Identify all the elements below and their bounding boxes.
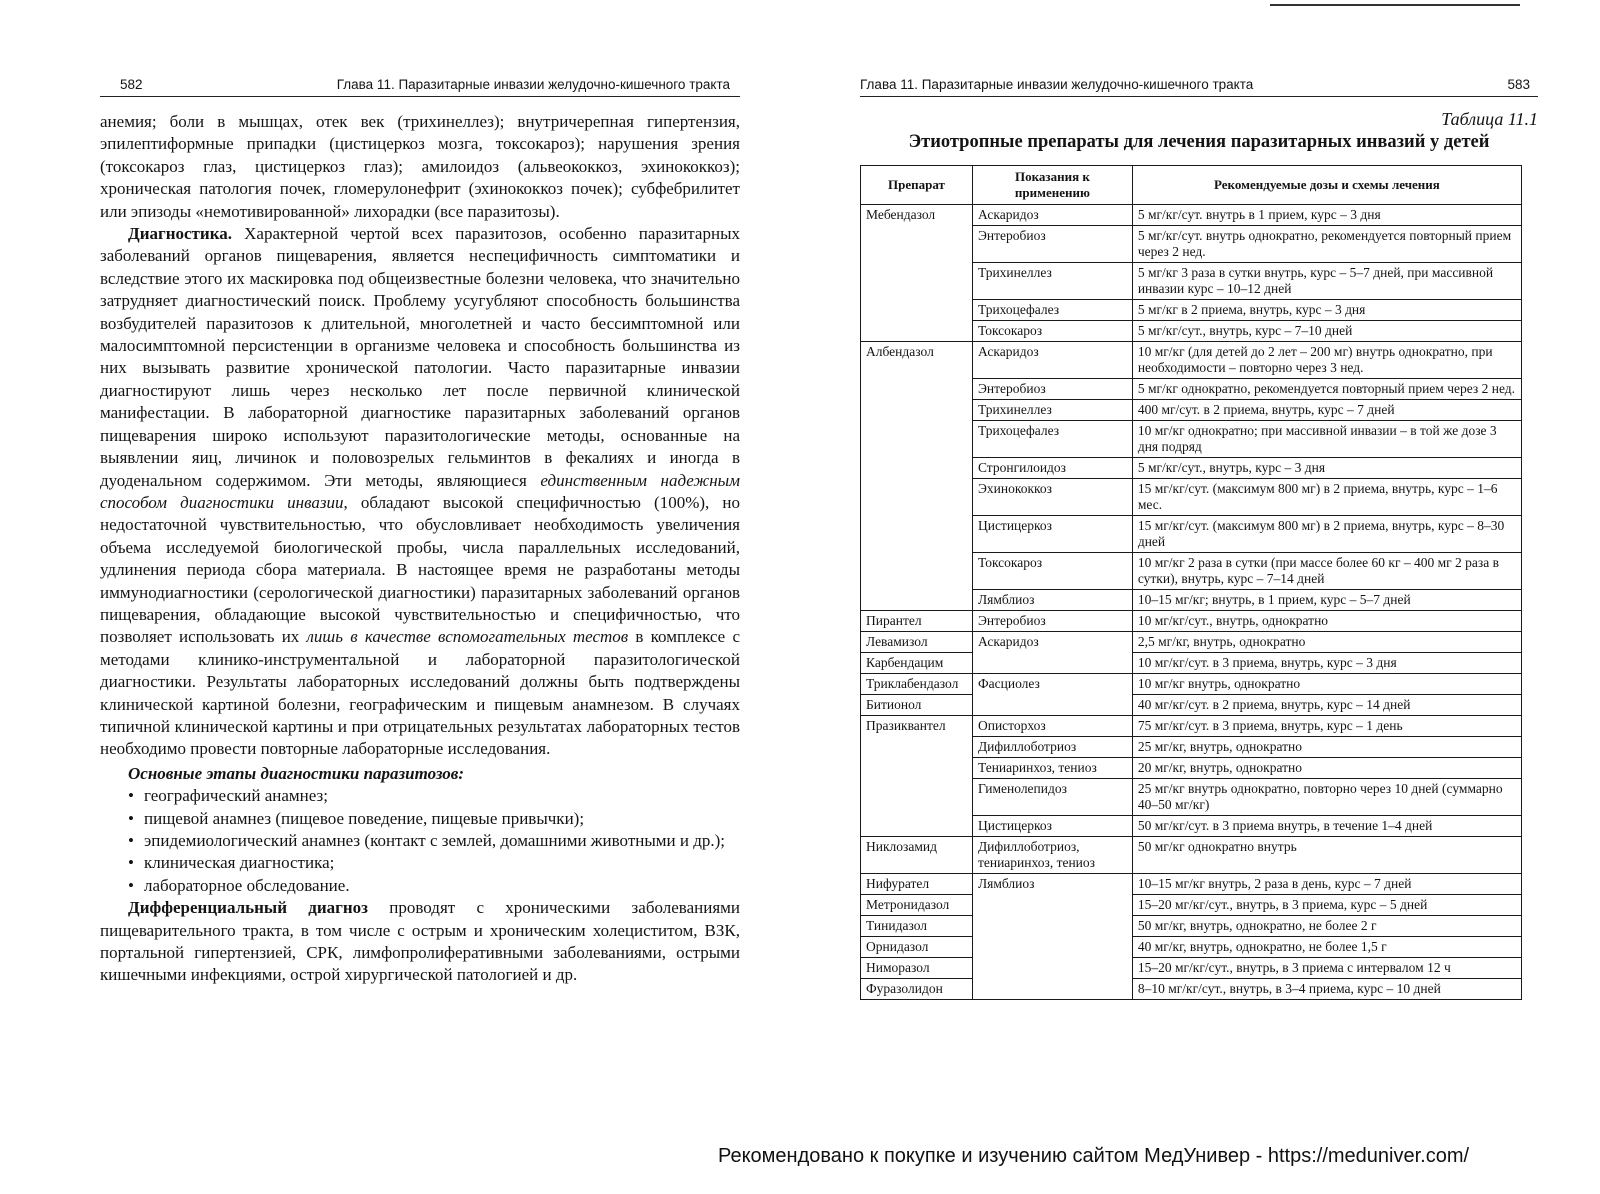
cell-dose: 5 мг/кг 3 раза в сутки внутрь, курс – 5–7 дней, при массивной инвазии курс – 10–12 дней: [1132, 263, 1521, 300]
table-row: [861, 632, 1522, 653]
cell-dose: 10 мг/кг/сут. в 3 приема, внутрь, курс – 3 дня: [1132, 653, 1521, 674]
cell-drug: Ниморазол: [861, 958, 973, 979]
cell-indication: Дифиллоботриоз: [972, 737, 1132, 758]
cell-dose: 5 мг/кг однократно, рекомендуется повторный прием через 2 нед.: [1132, 379, 1521, 400]
cell-dose: 10 мг/кг 2 раза в сутки (при массе более 60 кг – 400 мг 2 раза в сутки), внутрь, курс – 7–14 дней: [1132, 553, 1521, 590]
cell-drug: Пирантел: [861, 611, 973, 632]
bullet-item: • клиническая диагностика;: [100, 852, 740, 874]
paragraph-differential: [100, 897, 740, 987]
diagnostics-text-a: Характерной чертой всех паразитозов, особенно паразитарных заболеваний органов пищеварения, является неспецифичность симптоматики и вследствие этого их маскировка под общеизвестные болезни человека, что значительно затрудняет диагностический поиск. Проблему усугубляют способность большинства возбудителей паразитозов к длительной, многолетней и часто бессимптомной или малосимптомной персистенции в организме человека и способность большинства из них вызывать развитие хронической патологии. Часто паразитарные инвазии диагностируют лишь через несколько лет после первичной клинической манифестации. В лабораторной диагностике паразитарных заболеваний органов пищеварения широко используют паразитологические методы, основанные на выявлении яиц, личинок и половозрелых гельминтов в фекалиях и иногда в дуоденальном содержимом. Эти методы, являющиеся: [100, 224, 740, 490]
right-chapter-title: Глава 11. Паразитарные инвазии желудочно-кишечного тракта: [860, 77, 1254, 92]
diagnostics-emphasis-1: единственным надежным способом диагностики инвазии: [100, 470, 740, 512]
cell-indication: Цистицеркоз: [972, 516, 1132, 553]
cell-dose: 40 мг/кг/сут. в 2 приема, внутрь, курс – 14 дней: [1132, 695, 1521, 716]
cell-dose: 15 мг/кг/сут. (максимум 800 мг) в 2 приема, внутрь, курс – 8–30 дней: [1132, 516, 1521, 553]
cell-dose: 5 мг/кг/сут. внутрь в 1 прием, курс – 3 дня: [1132, 205, 1521, 226]
subheading-diagnostic-stages: Основные этапы диагностики паразитозов:: [128, 763, 465, 783]
drug-table: [860, 165, 1522, 1000]
cell-indication: Дифиллоботриоз, тениаринхоз, тениоз: [972, 837, 1132, 874]
table-row: [861, 937, 1522, 958]
cell-indication: Токсокароз: [972, 553, 1132, 590]
cell-indication: Стронгилоидоз: [972, 458, 1132, 479]
left-body-text: [100, 111, 740, 987]
header-indication: Показания к применению: [972, 166, 1132, 205]
cell-dose: 400 мг/сут. в 2 приема, внутрь, курс – 7 дней: [1132, 400, 1521, 421]
left-page-number: 582: [120, 77, 143, 92]
cell-drug: Орнидазол: [861, 937, 973, 958]
right-page: [860, 74, 1538, 1000]
cell-dose: 10 мг/кг внутрь, однократно: [1132, 674, 1521, 695]
left-page: [100, 74, 740, 987]
bullet-item: • эпидемиологический анамнез (контакт с землей, домашними животными и др.);: [100, 830, 740, 852]
cell-indication: Аскаридоз: [972, 205, 1132, 226]
cell-dose: 50 мг/кг, внутрь, однократно, не более 2 г: [1132, 916, 1521, 937]
cell-indication: Токсокароз: [972, 321, 1132, 342]
cell-indication: Трихоцефалез: [972, 300, 1132, 321]
table-row: [861, 716, 1522, 737]
cell-indication: Тениаринхоз, тениоз: [972, 758, 1132, 779]
table-row: [861, 342, 1522, 379]
cell-drug: Никлозамид: [861, 837, 973, 874]
cell-indication: Фасциолез: [972, 674, 1132, 716]
cell-indication: Энтеробиоз: [972, 226, 1132, 263]
cell-dose: 10–15 мг/кг внутрь, 2 раза в день, курс – 7 дней: [1132, 874, 1521, 895]
table-row: [861, 874, 1522, 895]
table-row: [861, 611, 1522, 632]
cell-dose: 50 мг/кг/сут. в 3 приема внутрь, в течение 1–4 дней: [1132, 816, 1521, 837]
cell-dose: 75 мг/кг/сут. в 3 приема, внутрь, курс – 1 день: [1132, 716, 1521, 737]
cell-dose: 5 мг/кг/сут., внутрь, курс – 7–10 дней: [1132, 321, 1521, 342]
table-row: [861, 916, 1522, 937]
table-row: [861, 895, 1522, 916]
left-chapter-title: Глава 11. Паразитарные инвазии желудочно-кишечного тракта: [336, 77, 730, 92]
table-title: Этиотропные препараты для лечения паразитарных инвазий у детей: [908, 132, 1490, 152]
table-row: [861, 205, 1522, 226]
cell-drug: Триклабендазол: [861, 674, 973, 695]
cell-dose: 10 мг/кг (для детей до 2 лет – 200 мг) внутрь однократно, при необходимости – повторно через 3 нед.: [1132, 342, 1521, 379]
left-running-head: [100, 74, 740, 97]
table-caption: Таблица 11.1: [1441, 109, 1538, 129]
cell-drug: Нифурател: [861, 874, 973, 895]
table-row: [861, 674, 1522, 695]
cell-dose: 5 мг/кг в 2 приема, внутрь, курс – 3 дня: [1132, 300, 1521, 321]
cell-dose: 15 мг/кг/сут. (максимум 800 мг) в 2 приема, внутрь, курс – 1–6 мес.: [1132, 479, 1521, 516]
table-row: [861, 958, 1522, 979]
paragraph-symptoms: анемия; боли в мышцах, отек век (трихинеллез); внутричерепная гипертензия, эпилептиформные припадки (цистицеркоз мозга, токсокароз); нарушения зрения (токсокароз глаз, цистицеркоз глаз); амилоидоз (альвеококкоз, эхинококкоз); хроническая патология почек, гломерулонефрит (эхинококкоз почек); субфебрилитет или эпизоды «немотивированной» лихорадки (все паразитозы).: [100, 112, 740, 221]
table-row: [861, 653, 1522, 674]
cell-drug: Тинидазол: [861, 916, 973, 937]
cell-drug: Празиквантел: [861, 716, 973, 837]
cell-indication: Энтеробиоз: [972, 379, 1132, 400]
cell-dose: 8–10 мг/кг/сут., внутрь, в 3–4 приема, курс – 10 дней: [1132, 979, 1521, 1000]
diagnostics-text-b: , обладают высокой специфичностью (100%), но недостаточной чувствительностью, что обусловливает необходимость увеличения объема исследуемой биологической пробы, числа параллельных исследований, удлинения периода сбора материала. В настоящее время не разработаны методы иммунодиагностики (серологической диагностики) паразитарных заболеваний органов пищеварения, обладающие высокой чувствительностью и специфичностью, что позволяет использовать их: [100, 492, 740, 647]
differential-text: проводят с хроническими заболеваниями пищеварительного тракта, в том числе с острым и хроническим холециститом, ВЗК, портальной гипертензией, СРК, лимфопролиферативными заболеваниями, острыми кишечными инфекциями, острой хирургической патологией и др.: [100, 898, 740, 985]
diagnostics-text-c: в комплексе с методами клинико-инструментальной и лабораторной паразитологической диагностики. Результаты лабораторных исследований должны быть подтверждены клинической картиной болезни, географическим и пищевым анамнезом. В случаях типичной клинической картины и при отрицательных результатах лабораторных тестов необходимо провести повторные лабораторные исследования.: [100, 627, 740, 759]
cell-dose: 10 мг/кг/сут., внутрь, однократно: [1132, 611, 1521, 632]
cell-dose: 25 мг/кг внутрь однократно, повторно через 10 дней (суммарно 40–50 мг/кг): [1132, 779, 1521, 816]
table-row: [861, 979, 1522, 1000]
cell-dose: 15–20 мг/кг/сут., внутрь, в 3 приема, курс – 5 дней: [1132, 895, 1521, 916]
paragraph-diagnostics: [100, 223, 740, 761]
cell-dose: 5 мг/кг/сут., внутрь, курс – 3 дня: [1132, 458, 1521, 479]
differential-lead: Дифференциальный диагноз: [128, 898, 369, 918]
header-drug: Препарат: [861, 166, 973, 205]
table-row: [861, 695, 1522, 716]
cell-drug: Мебендазол: [861, 205, 973, 342]
bullet-item: • пищевой анамнез (пищевое поведение, пищевые привычки);: [100, 808, 740, 830]
cell-drug: Албендазол: [861, 342, 973, 611]
cell-indication: Аскаридоз: [972, 342, 1132, 379]
cell-drug: Битионол: [861, 695, 973, 716]
cell-dose: 50 мг/кг однократно внутрь: [1132, 837, 1521, 874]
footer-watermark: Рекомендовано к покупке и изучению сайтом МедУнивер - https://meduniver.com/: [718, 1145, 1470, 1167]
cell-dose: 10–15 мг/кг; внутрь, в 1 прием, курс – 5–7 дней: [1132, 590, 1521, 611]
cell-dose: 25 мг/кг, внутрь, однократно: [1132, 737, 1521, 758]
cell-indication: Трихинеллез: [972, 400, 1132, 421]
cell-drug: Фуразолидон: [861, 979, 973, 1000]
cell-indication: Эхинококкоз: [972, 479, 1132, 516]
cell-indication: Описторхоз: [972, 716, 1132, 737]
cell-dose: 20 мг/кг, внутрь, однократно: [1132, 758, 1521, 779]
cell-indication: Аскаридоз: [972, 632, 1132, 674]
cell-indication: Трихинеллез: [972, 263, 1132, 300]
cell-drug: Левамизол: [861, 632, 973, 653]
header-dose: Рекомендуемые дозы и схемы лечения: [1132, 166, 1521, 205]
cell-indication: Гименолепидоз: [972, 779, 1132, 816]
cell-indication: Лямблиоз: [972, 590, 1132, 611]
cell-drug: Карбендацим: [861, 653, 973, 674]
table-row: [861, 837, 1522, 874]
diagnostics-emphasis-2: лишь в качестве вспомогательных тестов: [306, 627, 629, 647]
cell-indication: Трихоцефалез: [972, 421, 1132, 458]
diagnostics-lead: Диагностика.: [128, 224, 232, 244]
cell-indication: Энтеробиоз: [972, 611, 1132, 632]
right-page-number: 583: [1507, 77, 1530, 92]
cell-indication: Цистицеркоз: [972, 816, 1132, 837]
top-decorative-rule: [1270, 4, 1520, 6]
table-header-row: [861, 166, 1522, 205]
cell-drug: Метронидазол: [861, 895, 973, 916]
cell-dose: 2,5 мг/кг, внутрь, однократно: [1132, 632, 1521, 653]
cell-dose: 10 мг/кг однократно; при массивной инвазии – в той же дозе 3 дня подряд: [1132, 421, 1521, 458]
cell-dose: 15–20 мг/кг/сут., внутрь, в 3 приема с интервалом 12 ч: [1132, 958, 1521, 979]
cell-dose: 5 мг/кг/сут. внутрь однократно, рекомендуется повторный прием через 2 нед.: [1132, 226, 1521, 263]
bullet-item: • лабораторное обследование.: [100, 875, 740, 897]
cell-indication: Лямблиоз: [972, 874, 1132, 1000]
bullet-item: • географический анамнез;: [100, 785, 740, 807]
cell-dose: 40 мг/кг, внутрь, однократно, не более 1,5 г: [1132, 937, 1521, 958]
table-body: [861, 205, 1522, 1000]
right-running-head: [860, 74, 1538, 97]
